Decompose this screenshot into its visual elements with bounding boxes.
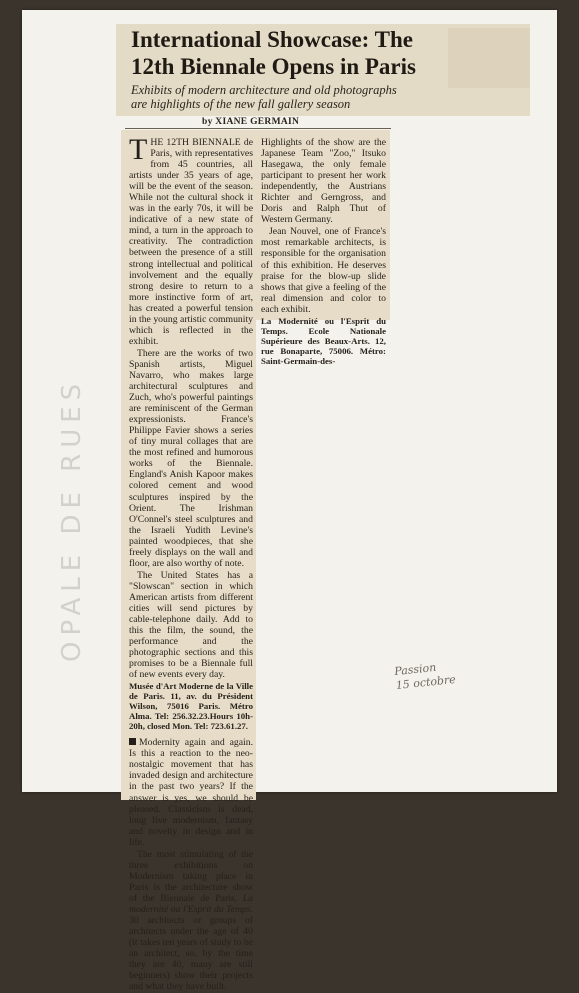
article-column-1 (129, 133, 254, 993)
byline-rule (125, 128, 391, 129)
drop-cap: T (129, 133, 148, 166)
paragraph-2: There are the works of two Spanish artists, Miguel Navarro, who makes large architectural sculptures and Zuch, who's powerful paintings are reminiscent of the German expressionists. France's Philippe Favier shows a series of tiny mural collages that are the most refined and humorous works of the Biennale. England's Anish Kapoor makes colored cement and wood sculptures inspired by the Orient. The Irishman O'Connel's steel sculptures and the Israeli Yudith Levine's painted woodpieces, that she freely displays on the wall and floor, are also worthy of note. (129, 347, 253, 569)
paragraph-5: The most stimulating of the three exhibitions on Modernism taking place in Paris is the architecture show of the Biennale de Paris, La modernité ou l'Esprit du Temps. 30 architects or groups of architects under the age of 40 (it takes ten years of study to be an architect, so, by the time they are 40, many are still beginners) show their projects and what they have built. (129, 848, 254, 993)
paragraph-4: Modernity again and again. Is this a reaction to the neo-nostalgic movement that has invaded design and architecture in the past two years? If the answer is yes, we should be pleased. Classicism is dead, long live modernism, fantasy and novelty in design and in life. (129, 737, 253, 848)
headline-line-2: 12th Biennale Opens in Paris (131, 54, 416, 79)
article-deck (131, 83, 431, 111)
handwritten-line-1: Passion (393, 660, 437, 679)
archive-stamp: OPALE DE RUES (57, 377, 87, 663)
paragraph-3: The United States has a "Slowscan" section in which American artists from different cities will send pictures by cable-telephone daily. Add to this the film, the sound, the performance and the photographic sections and this promises to be a Biennale full of new events every day. (129, 569, 253, 681)
venue-info-biennale: Musée d'Art Moderne de la Ville de Paris. 11, av. du Président Wilson, 75016 Paris. Métro Alma. Tel: 256.32.23.Hours 10h-20h, closed Mon. Tel: 723.61.27. (129, 681, 253, 732)
headline-line-1: International Showcase: The (131, 27, 413, 52)
deck-line-2: are highlights of the new fall gallery season (131, 97, 351, 111)
paragraph-7: Jean Nouvel, one of France's most remarkable architects, is responsible for the organisation of this exhibition. He deserves praise for the blow-up slide shows that give a feeling of the real dimension and color to each exhibit. (261, 226, 386, 315)
article-headline (131, 26, 451, 80)
paragraph-6: Highlights of the show are the Japanese Team "Zoo," Itsuko Hasegawa, the only female participant to present her work independently, the Austrians Richter and Gerngross, and Doris and Ralph Thut of Western Germany. (261, 137, 386, 226)
article-column-2 (261, 137, 386, 367)
section-square-icon (129, 738, 136, 745)
deck-line-1: Exhibits of modern architecture and old photographs (131, 83, 397, 97)
article-byline: by XIANE GERMAIN (202, 117, 300, 127)
handwritten-line-2: 15 octobre (395, 672, 457, 693)
clipping-scrap (448, 28, 530, 88)
venue-info-modernite: La Modernité ou l'Esprit du Temps. Ecole Nationale Supérieure des Beaux-Arts. 12, rue Bonaparte, 75006. Métro: Saint-Germain-des- (261, 315, 386, 366)
paragraph-1: THE 12TH BIENNALE de Paris, with representatives from 45 countries, all artists under 35 years of age, will be the event of the season. While not the cultural shock it was in the early 70s, it will be indicative of a new state of mind, a turn in the approach to creativity. The contradiction between the presence of a still strong intellectual and political involvement and the equally strong desire to return to a more instinctive form of art, has created a powerful tension in the young artistic community which is reflected in the exhibit. (129, 133, 253, 347)
